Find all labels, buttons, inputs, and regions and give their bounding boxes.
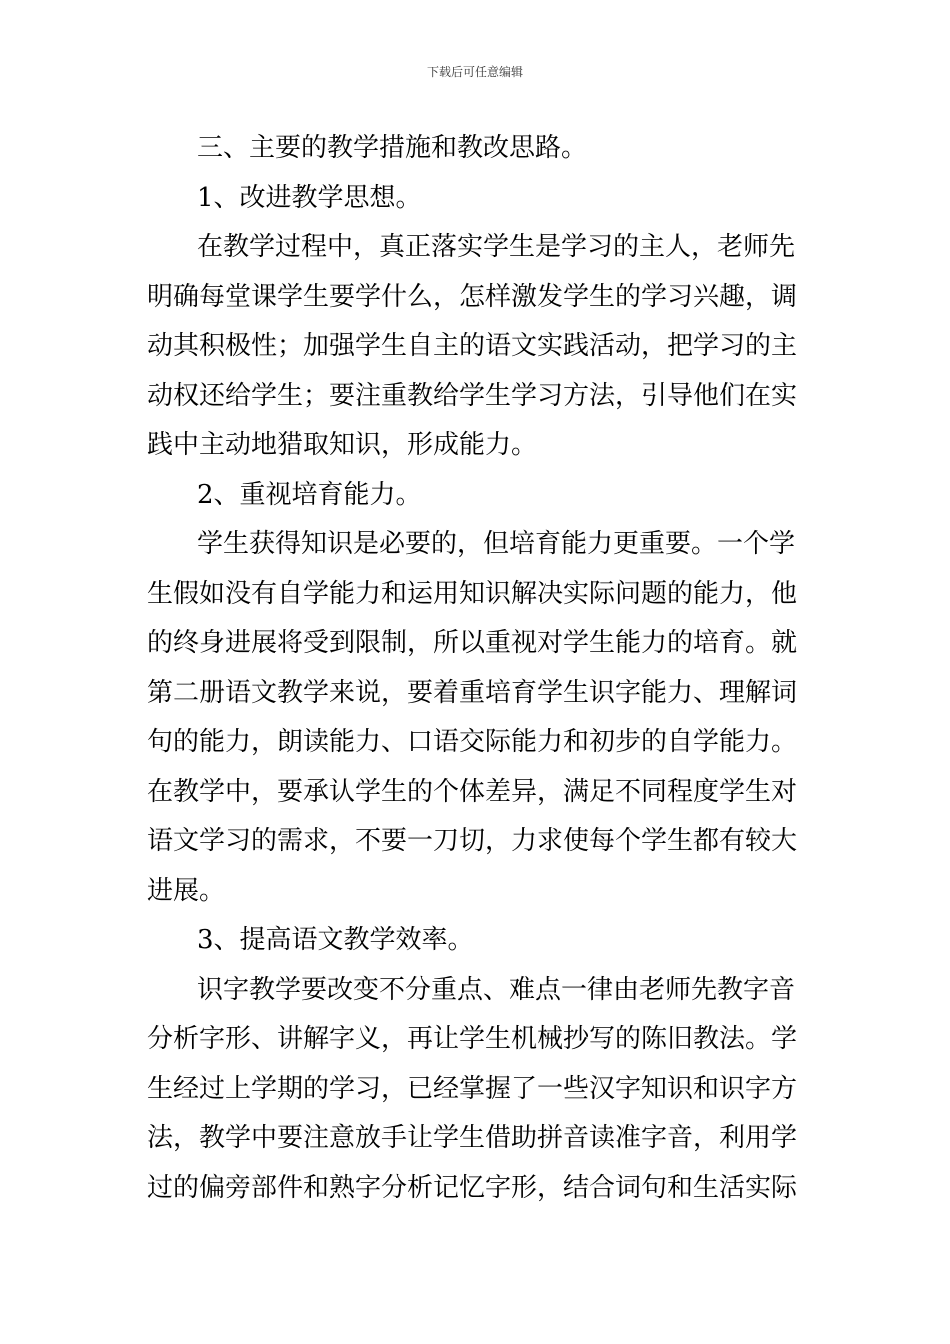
- text-line: 动权还给学生；要注重教给学生学习方法，引导他们在实: [147, 380, 798, 411]
- document-body: [147, 124, 809, 1213]
- text-line: 句的能力，朗读能力、口语交际能力和初步的自学能力。: [147, 727, 798, 757]
- text-line: 识字教学要改变不分重点、难点一律由老师先教字音: [197, 974, 796, 1005]
- text-line: 过的偏旁部件和熟字分析记忆字形，结合词句和生活实际: [147, 1172, 798, 1203]
- text-line: 在教学过程中，真正落实学生是学习的主人，老师先: [197, 232, 796, 262]
- text-line: 学生获得知识是必要的，但培育能力更重要。一个学: [197, 529, 796, 559]
- text-line: 生假如没有自学能力和运用知识解决实际问题的能力，他: [147, 578, 798, 609]
- text-line: 进展。: [147, 875, 226, 906]
- text-line: 的终身进展将受到限制，所以重视对学生能力的培育。就: [147, 628, 798, 658]
- text-line: 第二册语文教学来说，要着重培育学生识字能力、理解词: [147, 677, 798, 708]
- text-line: 3、提高语文教学效率。: [197, 925, 474, 955]
- text-line: 三、主要的教学措施和教改思路。: [197, 133, 588, 163]
- text-line: 语文学习的需求，不要一刀切，力求使每个学生都有较大: [147, 826, 798, 856]
- text-line: 践中主动地猎取知识，形成能力。: [147, 430, 538, 460]
- text-line: 动其积极性；加强学生自主的语文实践活动，把学习的主: [147, 331, 798, 361]
- text-line: 在教学中，要承认学生的个体差异，满足不同程度学生对: [147, 776, 798, 807]
- text-line: 明确每堂课学生要学什么，怎样激发学生的学习兴趣，调: [147, 281, 798, 312]
- text-line: 2、重视培育能力。: [197, 479, 422, 510]
- text-line: 生经过上学期的学习，已经掌握了一些汉字知识和识字方: [147, 1073, 798, 1104]
- page-header: 下载后可任意编辑: [426, 65, 523, 79]
- text-line: 法，教学中要注意放手让学生借助拼音读准字音，利用学: [147, 1123, 798, 1153]
- text-line: 1、改进教学思想。: [197, 182, 422, 213]
- text-line: 分析字形、讲解字义，再让学生机械抄写的陈旧教法。学: [147, 1024, 798, 1054]
